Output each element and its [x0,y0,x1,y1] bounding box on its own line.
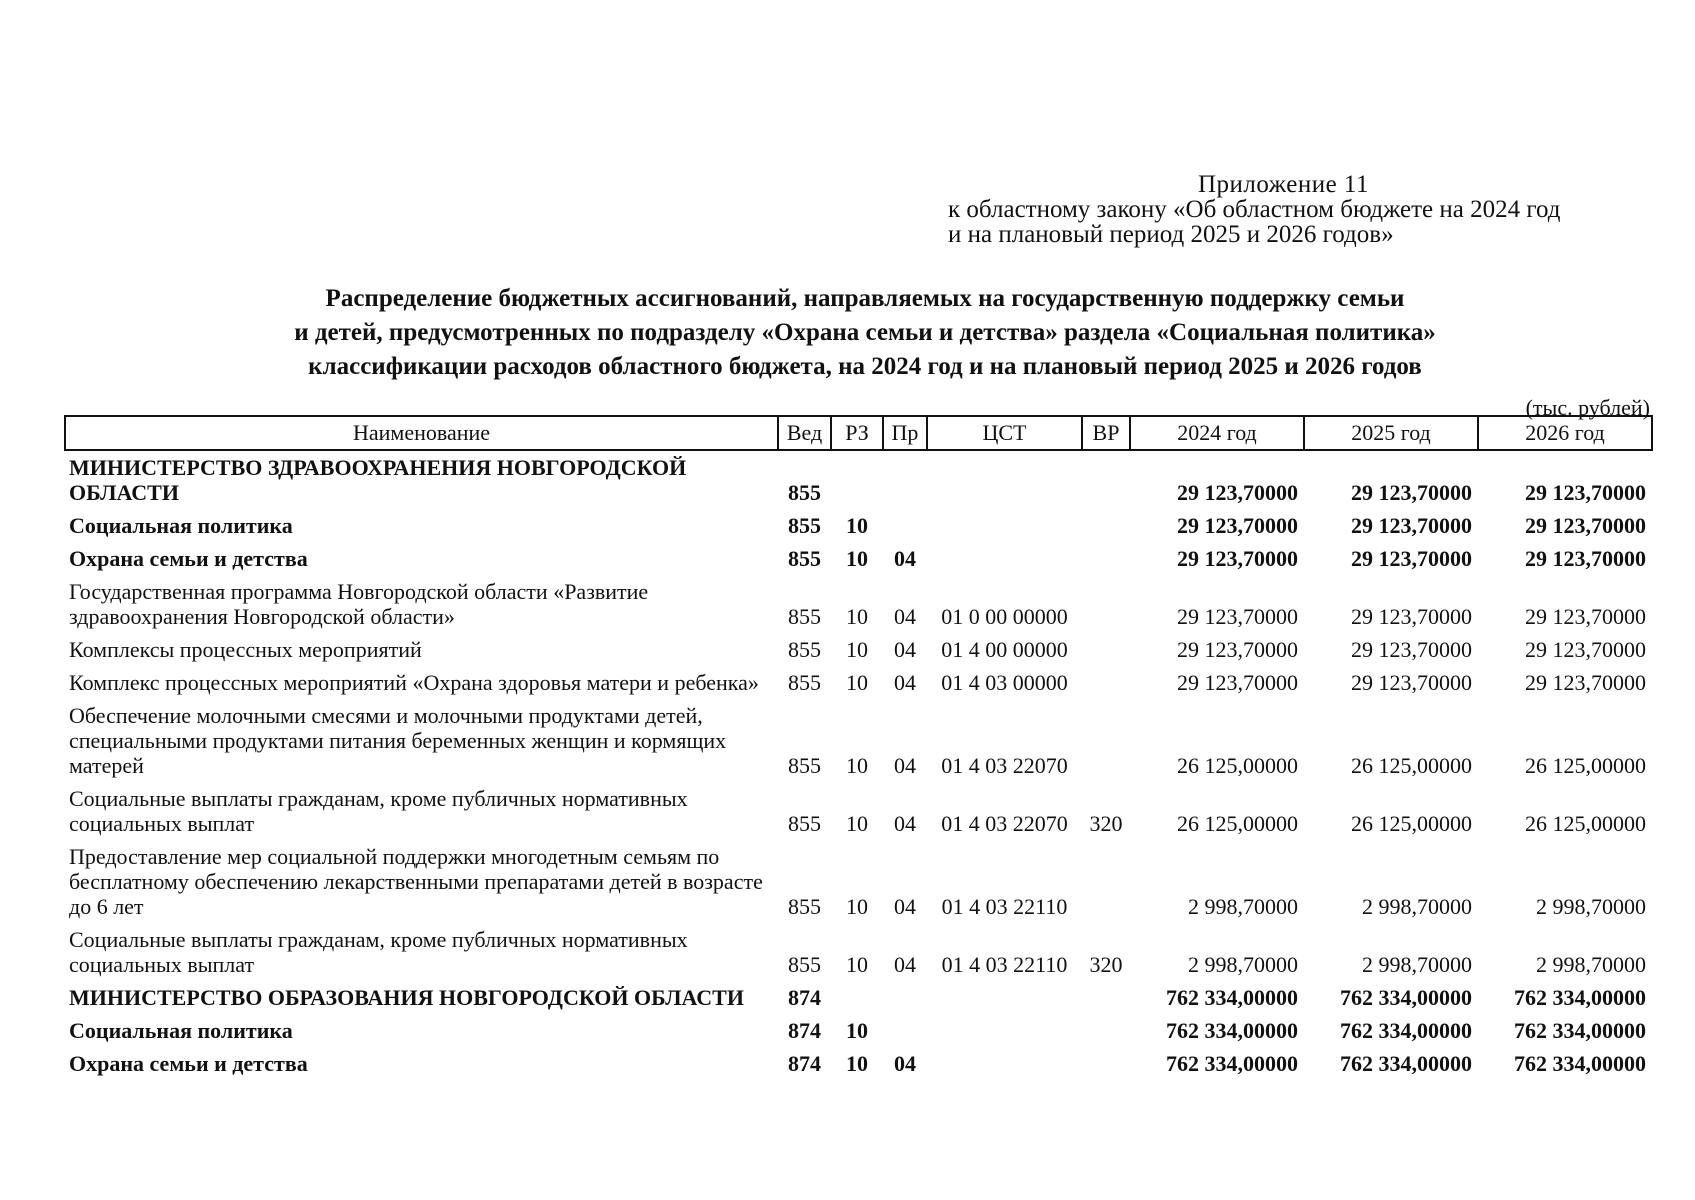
cell-vr [1082,633,1130,666]
cell-2025: 26 125,00000 [1351,811,1472,836]
cell-2025: 29 123,70000 [1351,546,1472,571]
cell-pr: 04 [894,753,916,778]
col-header-2025: 2025 год [1304,416,1478,450]
cell-2024: 762 334,00000 [1166,1051,1298,1076]
cell-2025: 29 123,70000 [1351,670,1472,695]
title-line-2: и детей, предусмотренных по подразделу «Охрана семьи и детства» раздела «Социальная политика» [294,319,1436,346]
cell-rz: 10 [846,513,868,538]
cell-name: Охрана семьи и детства [69,546,308,571]
cell-2026: 26 125,00000 [1525,811,1646,836]
cell-2024: 29 123,70000 [1177,637,1298,662]
cell-2024: 29 123,70000 [1177,480,1298,505]
cell-cst: 01 4 03 22070 [941,811,1068,836]
col-header-cst: ЦСТ [927,416,1082,450]
table-row [65,450,1652,509]
cell-ved: 855 [788,546,821,571]
cell-pr: 04 [894,670,916,695]
table-row [65,840,1652,923]
cell-pr: 04 [894,811,916,836]
cell-2026: 762 334,00000 [1514,1051,1646,1076]
cell-2026: 29 123,70000 [1525,637,1646,662]
cell-vr [1082,699,1130,782]
cell-2026: 2 998,70000 [1536,952,1646,977]
cell-ved: 874 [788,1018,821,1043]
cell-2026: 29 123,70000 [1525,513,1646,538]
cell-name: Социальные выплаты гражданам, кроме публичных нормативных социальных выплат [69,927,688,977]
cell-2025: 29 123,70000 [1351,604,1472,629]
cell-2024: 2 998,70000 [1188,894,1298,919]
cell-2025: 29 123,70000 [1351,637,1472,662]
cell-vr [1082,1047,1130,1080]
cell-pr: 04 [894,604,916,629]
cell-rz [831,981,883,1014]
cell-cst [927,450,1082,509]
col-header-2026: 2026 год [1478,416,1652,450]
col-header-vr: ВР [1082,416,1130,450]
cell-name: Государственная программа Новгородской области «Развитие здравоохранения Новгородской области» [69,579,649,629]
cell-pr: 04 [894,546,916,571]
cell-2024: 26 125,00000 [1177,753,1298,778]
cell-vr [1082,542,1130,575]
col-header-ved: Вед [778,416,831,450]
cell-cst [927,542,1082,575]
table-header-row [65,416,1652,450]
cell-name: Комплексы процессных мероприятий [69,637,422,662]
cell-ved: 855 [788,513,821,538]
units-label: (тыс. рублей) [1525,395,1650,420]
cell-2024: 762 334,00000 [1166,1018,1298,1043]
appendix-line-2: и на плановый период 2025 и 2026 годов» [948,221,1394,248]
cell-2026: 29 123,70000 [1525,480,1646,505]
cell-ved: 855 [788,480,821,505]
cell-pr [883,981,927,1014]
cell-name: Комплекс процессных мероприятий «Охрана здоровья матери и ребенка» [69,670,759,695]
table-row [65,782,1652,840]
cell-pr [883,509,927,542]
title-line-1: Распределение бюджетных ассигнований, направляемых на государственную поддержку семьи [325,285,1405,312]
table-row [65,633,1652,666]
cell-pr: 04 [894,894,916,919]
col-header-2024: 2024 год [1130,416,1304,450]
cell-2026: 762 334,00000 [1514,1018,1646,1043]
cell-2024: 762 334,00000 [1166,985,1298,1010]
cell-ved: 855 [788,670,821,695]
cell-rz: 10 [846,952,868,977]
appendix-line-1: к областному закону «Об областном бюджете на 2024 год [948,196,1561,223]
cell-vr [1082,450,1130,509]
cell-ved: 855 [788,753,821,778]
cell-2024: 29 123,70000 [1177,546,1298,571]
cell-2025: 762 334,00000 [1340,1018,1472,1043]
cell-pr: 04 [894,1051,916,1076]
cell-cst [927,1047,1082,1080]
cell-rz: 10 [846,1051,868,1076]
title-line-3: классификации расходов областного бюджета, на 2024 год и на плановый период 2025 и 2026 годов [308,353,1422,380]
cell-cst [927,981,1082,1014]
appendix-number: Приложение 11 [1198,171,1370,198]
col-header-name: Наименование [65,416,778,450]
table-row [65,699,1652,782]
cell-name: МИНИСТЕРСТВО ОБРАЗОВАНИЯ НОВГОРОДСКОЙ ОБЛАСТИ [69,985,744,1010]
cell-2025: 29 123,70000 [1351,480,1472,505]
cell-ved: 855 [788,637,821,662]
cell-rz: 10 [846,811,868,836]
cell-ved: 874 [788,985,821,1010]
cell-vr [1082,981,1130,1014]
table-row [65,1014,1652,1047]
cell-vr [1082,575,1130,633]
cell-2025: 2 998,70000 [1362,894,1472,919]
cell-vr [1082,666,1130,699]
cell-cst: 01 4 03 22110 [941,894,1068,919]
col-header-pr: Пр [883,416,927,450]
cell-vr [1082,1014,1130,1047]
table-row [65,509,1652,542]
cell-ved: 874 [788,1051,821,1076]
cell-2024: 29 123,70000 [1177,604,1298,629]
cell-2026: 762 334,00000 [1514,985,1646,1010]
table-row [65,1047,1652,1080]
cell-pr [883,1014,927,1047]
cell-rz: 10 [846,894,868,919]
cell-cst: 01 4 03 00000 [941,670,1068,695]
cell-pr: 04 [894,952,916,977]
cell-2026: 29 123,70000 [1525,546,1646,571]
cell-ved: 855 [788,894,821,919]
table-row [65,923,1652,981]
cell-vr [1082,840,1130,923]
cell-vr: 320 [1089,811,1123,836]
cell-name: Социальные выплаты гражданам, кроме публичных нормативных социальных выплат [69,786,688,836]
cell-cst: 01 0 00 00000 [941,604,1068,629]
cell-name: Социальная политика [69,513,293,538]
cell-2024: 2 998,70000 [1188,952,1298,977]
table-row [65,981,1652,1014]
document-title [130,282,1600,384]
cell-2025: 26 125,00000 [1351,753,1472,778]
cell-2024: 29 123,70000 [1177,670,1298,695]
cell-ved: 855 [788,952,821,977]
cell-rz: 10 [846,546,868,571]
cell-cst: 01 4 03 22110 [941,952,1068,977]
cell-vr: 320 [1089,952,1123,977]
cell-rz: 10 [846,753,868,778]
cell-name: Предоставление мер социальной поддержки многодетным семьям по бесплатному обеспечению лекарственными препаратами детей в возрасте до 6 лет [69,844,763,919]
cell-ved: 855 [788,604,821,629]
cell-vr [1082,509,1130,542]
cell-name: МИНИСТЕРСТВО ЗДРАВООХРАНЕНИЯ НОВГОРОДСКОЙ ОБЛАСТИ [69,455,687,505]
cell-rz: 10 [846,670,868,695]
cell-2025: 29 123,70000 [1351,513,1472,538]
cell-pr: 04 [894,637,916,662]
cell-2026: 2 998,70000 [1536,894,1646,919]
table-row [65,542,1652,575]
cell-name: Обеспечение молочными смесями и молочными продуктами детей, специальными продуктами питания беременных женщин и кормящих матерей [69,703,727,778]
cell-2026: 29 123,70000 [1525,670,1646,695]
cell-2025: 762 334,00000 [1340,1051,1472,1076]
appendix-header [948,172,1668,247]
budget-table [64,415,1653,1080]
cell-rz [831,450,883,509]
table-row [65,575,1652,633]
col-header-rz: РЗ [831,416,883,450]
cell-2024: 29 123,70000 [1177,513,1298,538]
cell-rz: 10 [846,637,868,662]
cell-name: Социальная политика [69,1018,293,1043]
table-row [65,666,1652,699]
cell-2024: 26 125,00000 [1177,811,1298,836]
cell-cst [927,1014,1082,1047]
cell-pr [883,450,927,509]
cell-cst [927,509,1082,542]
cell-2026: 29 123,70000 [1525,604,1646,629]
cell-name: Охрана семьи и детства [69,1051,308,1076]
cell-2025: 762 334,00000 [1340,985,1472,1010]
table-body [65,450,1652,1080]
cell-rz: 10 [846,604,868,629]
cell-cst: 01 4 00 00000 [941,637,1068,662]
cell-2026: 26 125,00000 [1525,753,1646,778]
cell-2025: 2 998,70000 [1362,952,1472,977]
cell-cst: 01 4 03 22070 [941,753,1068,778]
cell-rz: 10 [846,1018,868,1043]
cell-ved: 855 [788,811,821,836]
